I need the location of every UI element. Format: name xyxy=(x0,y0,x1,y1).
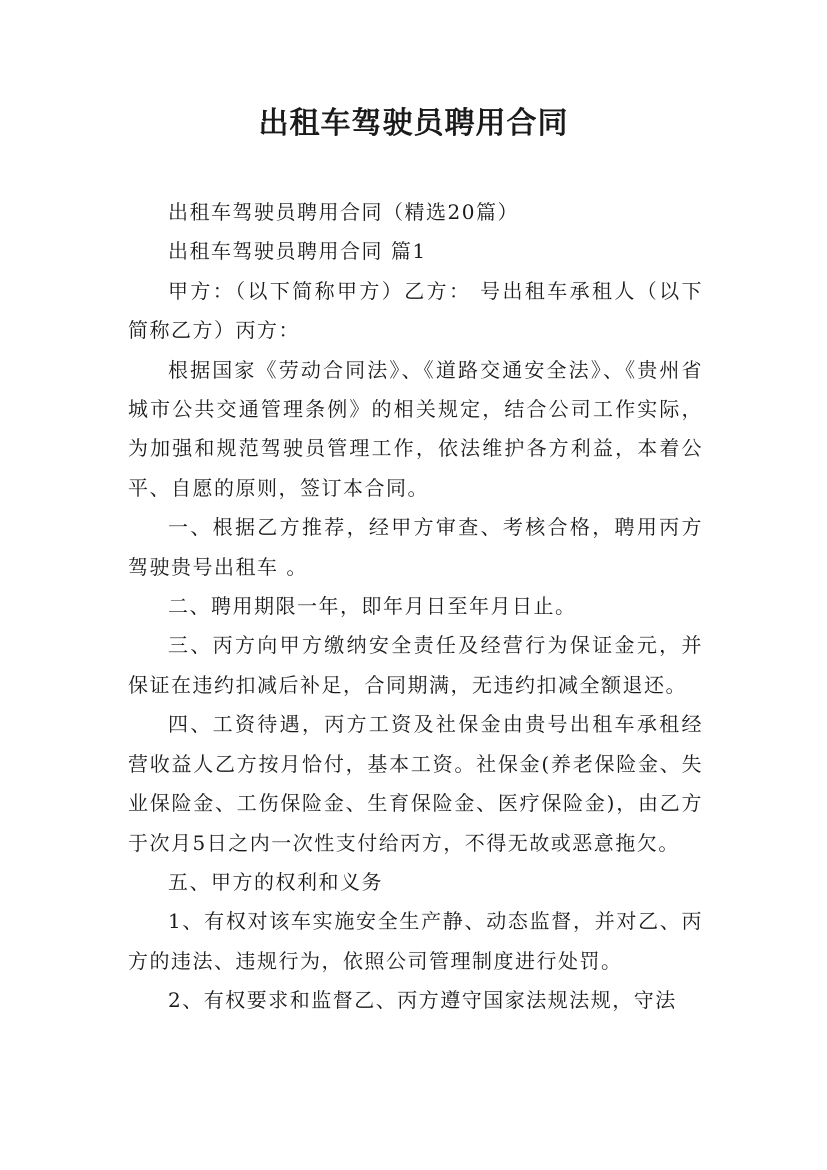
paragraph-subtitle: 出租车驾驶员聘用合同（精选20篇） xyxy=(168,200,519,224)
paragraph-clause-4: 四、工资待遇，丙方工资及社保金由贵号出租车承租经营收益人乙方按月恰付，基本工资。社保金(养老保险金、失业保险金、工伤保险金、生育保险金、医疗保险金)，由乙方于次月5日之内一次性支付给丙方，不得无故或恶意拖欠。 xyxy=(128,712,703,855)
document-body xyxy=(128,193,703,1021)
paragraph-clause-5-item-2: 2、有权要求和监督乙、丙方遵守国家法规法规，守法 xyxy=(168,988,677,1013)
paragraph-preamble: 根据国家《劳动合同法》、《道路交通安全法》、《贵州省城市公共交通管理条例》的相关规定，结合公司工作实际，为加强和规范驾驶员管理工作，依法维护各方利益，本着公平、自愿的原则，签订本合同。 xyxy=(128,357,703,500)
paragraph-parties: 甲方：（以下简称甲方）乙方： 号出租车承租人（以下简称乙方）丙方： xyxy=(128,278,703,343)
paragraph-clause-5-item-1: 1、有权对该车实施安全生产静、动态监督，并对乙、丙方的违法、违规行为，依照公司管理制度进行处罚。 xyxy=(128,909,703,973)
document-title: 出租车驾驶员聘用合同 xyxy=(258,106,569,141)
paragraph-section-heading: 出租车驾驶员聘用合同 篇1 xyxy=(168,239,427,264)
paragraph-clause-5-heading: 五、甲方的权利和义务 xyxy=(168,869,383,894)
paragraph-clause-3: 三、丙方向甲方缴纳安全责任及经营行为保证金元，并保证在违约扣减后补足，合同期满，无违约扣减全额退还。 xyxy=(128,633,703,697)
paragraph-clause-2: 二、聘用期限一年，即年月日至年月日止。 xyxy=(168,594,577,619)
paragraph-clause-1: 一、根据乙方推荐，经甲方审查、考核合格，聘用丙方驾驶贵号出租车 。 xyxy=(128,515,703,579)
